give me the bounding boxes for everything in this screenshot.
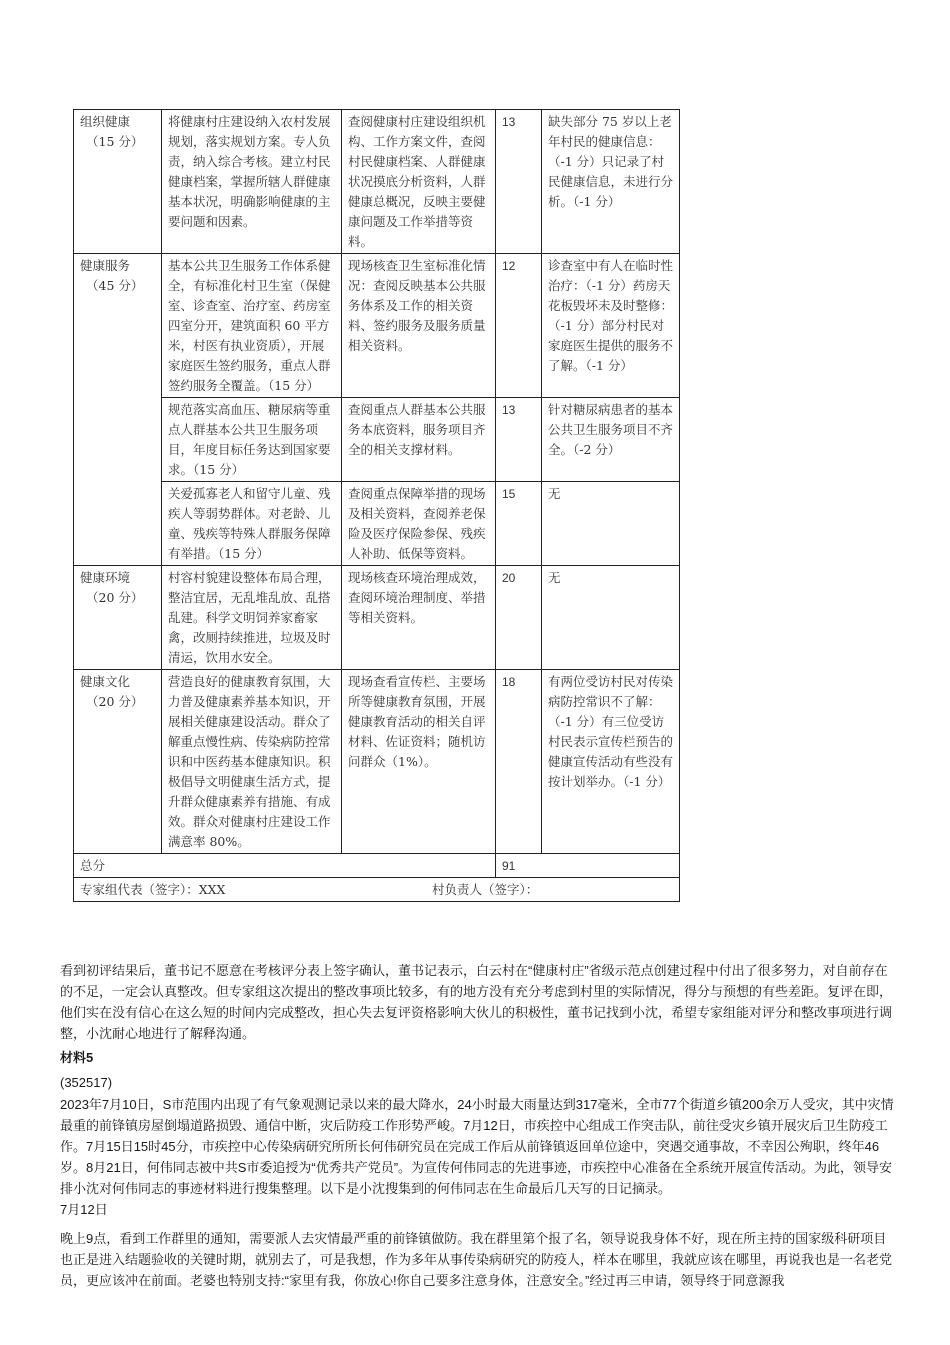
deduction-cell: 缺失部分 75 岁以上老年村民的健康信息：（-1 分）只记录了村民健康信息，未进行分析。（-1 分） [542,110,680,254]
deduction-cell: 诊查室中有人在临时性治疗：（-1 分）药房天花板毁坏未及时整修：（-1 分）部分村民对家庭医生提供的服务不了解。（-1 分） [542,254,680,398]
score-cell: 15 [496,482,542,566]
category-cell [74,670,162,854]
content-cell: 村容村貌建设整体布局合理，整洁宜居，无乱堆乱放、乱搭乱建。科学文明饲养家畜家禽，改厕持续推进，垃圾及时清运，饮用水安全。 [162,566,342,670]
content-cell: 规范落实高血压、糖尿病等重点人群基本公共卫生服务项目，年度目标任务达到国家要求。（15 分） [162,398,342,482]
table-row [74,398,680,482]
score-cell: 18 [496,670,542,854]
content-cell: 关爱孤寡老人和留守儿童、残疾人等弱势群体。对老龄、儿童、残疾等特殊人群服务保障有举措。（15 分） [162,482,342,566]
category-cell [74,254,162,566]
method-cell: 查阅重点保障举措的现场及相关资料，查阅养老保险及医疗保险参保、残疾人补助、低保等资料。 [342,482,496,566]
score-cell: 20 [496,566,542,670]
material-heading: 材料5 [60,1050,94,1065]
score-table [73,109,680,902]
category-score: （45 分） [86,278,144,293]
table-row [74,254,680,398]
table-row [74,670,680,854]
village-signature: 村负责人（签字）： [432,882,539,897]
total-row [74,854,680,878]
category-cell [74,566,162,670]
paragraph-diary: 晚上9点，看到工作群里的通知，需要派人去灾情最严重的前锋镇做防。我在群里第个报了名，领导说我身体不好，现在所主持的国家级科研项目也正是进入结题验收的关键时期，就别去了，可是我想，作为多年从事传染病研究的防疫人，样本在哪里，我就应该在哪里，再说我也是一名老党员，更应该冲在前面。老婆也特别支持:“家里有我，你放心!你自己要多注意身体，注意安全。”经过再三申请，领导终于同意源我 [60,1231,893,1288]
score-cell: 12 [496,254,542,398]
table-row [74,482,680,566]
category-score: （15 分） [86,134,144,149]
category-score: （20 分） [86,590,144,605]
score-cell: 13 [496,398,542,482]
method-cell: 现场核查环境治理成效，查阅环境治理制度、举措等相关资料。 [342,566,496,670]
table-row [74,566,680,670]
total-label: 总分 [74,854,496,878]
total-value: 91 [496,854,680,878]
method-cell: 查阅健康村庄建设组织机构、工作方案文件，查阅村民健康档案、人群健康状况摸底分析资料，人群健康总概况，反映主要健康问题及工作举措等资料。 [342,110,496,254]
score-cell: 13 [496,110,542,254]
category-name: 健康文化 [80,674,131,689]
expert-signature: 专家组代表（签字）：XXX [80,882,226,897]
category-name: 健康环境 [80,570,131,585]
category-cell [74,110,162,254]
deduction-cell: 无 [542,482,680,566]
deduction-cell: 有两位受访村民对传染病防控常识不了解：（-1 分）有三位受访村民表示宣传栏预告的健康宣传活动有些没有按计划举办。（-1 分） [542,670,680,854]
signature-row [74,878,680,902]
paragraph-background: 2023年7月10日，S市范围内出现了有气象观测记录以来的最大降水，24小时最大雨量达到317毫米，全市77个街道乡镇200余万人受灾，其中灾情最重的前锋镇房屋倒塌道路损毁、通信中断，灾后防疫工作形势严峻。7月12日，市疾控中心组成工作突击队，前往受灾乡镇开展灾后卫生防疫工作。7月15日15时45分，市疾控中心传染病研究所所长何伟研究员在完成工作后从前锋镇返回单位途中，突遇交通事故，不幸因公殉职，终年46岁。8月21日，何伟同志被中共S市委追授为“优秀共产党员”。为宣传何伟同志的先进事迹，市疾控中心准备在全系统开展宣传活动。为此，领导安排小沈对何伟同志的事迹材料进行搜集整理。以下是小沈搜集到的何伟同志在生命最后几天写的日记摘录。 [60,1097,894,1196]
method-cell: 现场查看宣传栏、主要场所等健康教育氛围，开展健康教育活动的相关自评材料、佐证资料；随机访问群众（1%）。 [342,670,496,854]
content-cell: 营造良好的健康教育氛围，大力普及健康素养基本知识，开展相关健康建设活动。群众了解重点慢性病、传染病防控常识和中医药基本健康知识。积极倡导文明健康生活方式，提升群众健康素养有措施、有成效。群众对健康村庄建设工作满意率 80%。 [162,670,342,854]
paragraph-reaction: 看到初评结果后，董书记不愿意在考核评分表上签字确认，董书记表示，白云村在“健康村庄”省级示范点创建过程中付出了很多努力，对自前存在的不足，一定会认真整改。但专家组这次提出的整改事项比较多，有的地方没有充分考虑到村里的实际情况，得分与预想的有些差距。复评在即，他们实在没有信心在这么短的时间内完成整改，担心失去复评资格影响大伙儿的积极性，董书记找到小沈，希望专家组能对评分和整改事项进行调整，小沈耐心地进行了解释沟通。 [60,963,893,1041]
category-name: 健康服务 [80,258,131,273]
content-cell: 基本公共卫生服务工作体系健全，有标准化村卫生室（保健室、诊查室、治疗室、药房室四室分开，建筑面积 60 平方米，村医有执业资质），开展家庭医生签约服务，重点人群签约服务全覆盖。（15 分） [162,254,342,398]
method-cell: 现场核查卫生室标准化情况：查阅反映基本公共服务体系及工作的相关资料、签约服务及服务质量相关资料。 [342,254,496,398]
category-name: 组织健康 [80,114,131,129]
diary-date: 7月12日 [60,1202,108,1217]
content-cell: 将健康村庄建设纳入农村发展规划，落实规划方案。专人负责，纳入综合考核。建立村民健康档案，掌握所辖人群健康基本状况，明确影响健康的主要问题和因素。 [162,110,342,254]
table-row [74,110,680,254]
category-score: （20 分） [86,694,144,709]
material-code: (352517) [60,1075,113,1090]
method-cell: 查阅重点人群基本公共服务本底资料，服务项目齐全的相关支撑材料。 [342,398,496,482]
deduction-cell: 针对糖尿病患者的基本公共卫生服务项目不齐全。（-2 分） [542,398,680,482]
deduction-cell: 无 [542,566,680,670]
